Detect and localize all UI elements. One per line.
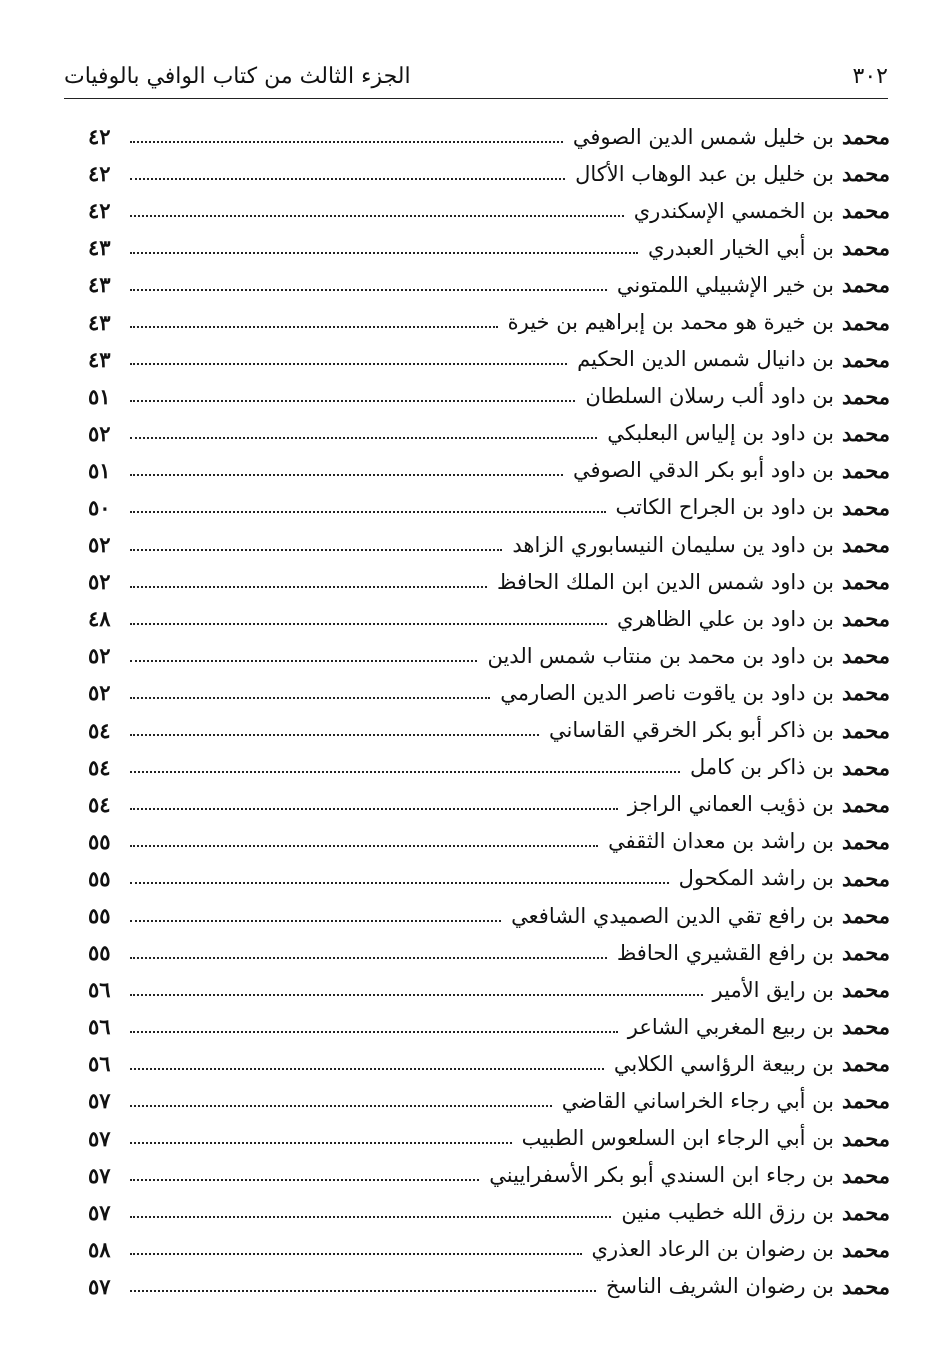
dot-leader — [130, 660, 477, 662]
entry-name: بن داود ألب رسلان السلطان — [585, 384, 835, 409]
index-entry — [88, 786, 890, 823]
entry-name: بن أبي الرجاء ابن السلعوس الطبيب — [521, 1126, 835, 1151]
entry-page-number: ٤٢ — [88, 198, 111, 224]
entry-name: بن داود شمس الدين ابن الملك الحافظ — [497, 569, 835, 594]
index-entry — [88, 749, 890, 786]
index-entry — [88, 489, 890, 526]
entry-prefix: محمد — [842, 494, 890, 520]
entry-prefix: محمد — [842, 791, 890, 817]
entry-page-number: ٥٢ — [88, 532, 111, 558]
index-entry — [88, 1082, 890, 1119]
index-entry — [88, 303, 890, 340]
entry-prefix: محمد — [842, 309, 890, 335]
entry-name: بن رايق الأمير — [712, 977, 835, 1002]
index-entry — [88, 1045, 890, 1082]
entry-name: بن داود بن الجراح الكاتب — [615, 495, 835, 520]
index-entry — [88, 1120, 890, 1157]
entry-prefix: محمد — [842, 346, 890, 372]
index-entry — [88, 1008, 890, 1045]
dot-leader — [130, 474, 563, 476]
index-entry — [88, 415, 890, 452]
entry-name: بن داود أبو بكر الدقي الصوفي — [572, 458, 835, 483]
index-entry — [88, 266, 890, 303]
index-entry — [88, 452, 890, 489]
entry-prefix: محمد — [842, 383, 890, 409]
dot-leader — [130, 586, 487, 588]
entry-name: بن داود بن علي الظاهري — [617, 606, 835, 631]
entry-prefix: محمد — [842, 457, 890, 483]
entry-name: بن الخمسي الإسكندري — [633, 198, 835, 223]
entry-name: بن داود بن ياقوت ناصر الدين الصارمي — [500, 680, 835, 705]
index-entry — [88, 118, 890, 155]
entry-page-number: ٥١ — [88, 383, 111, 409]
index-entry — [88, 897, 890, 934]
dot-leader — [130, 1179, 479, 1181]
dot-leader — [130, 178, 565, 180]
entry-name: بن راشد بن معدان الثقفي — [608, 829, 835, 854]
entry-prefix: محمد — [842, 198, 890, 224]
entry-page-number: ٥٦ — [88, 977, 111, 1003]
entry-page-number: ٥٨ — [88, 1236, 111, 1262]
entry-prefix: محمد — [842, 865, 890, 891]
entry-name: بن دانيال شمس الدين الحكيم — [577, 347, 835, 372]
index-entry-list — [88, 118, 890, 1305]
dot-leader — [130, 252, 638, 254]
header-rule — [64, 98, 888, 99]
dot-leader — [130, 215, 624, 217]
entry-prefix: محمد — [842, 1125, 890, 1151]
entry-name: بن داود بن إلياس البعلبكي — [607, 421, 835, 446]
entry-page-number: ٥٢ — [88, 643, 111, 669]
dot-leader — [130, 289, 607, 291]
dot-leader — [130, 141, 563, 143]
running-header — [64, 56, 888, 96]
entry-name: بن ربيع المغربي الشاعر — [627, 1014, 835, 1039]
dot-leader — [130, 1253, 582, 1255]
entry-prefix: محمد — [842, 124, 890, 150]
index-entry — [88, 637, 890, 674]
dot-leader — [130, 920, 501, 922]
dot-leader — [130, 1105, 552, 1107]
entry-prefix: محمد — [842, 1273, 890, 1299]
index-entry — [88, 155, 890, 192]
entry-page-number: ٥٦ — [88, 1051, 111, 1077]
entry-page-number: ٤٣ — [88, 309, 111, 335]
entry-prefix: محمد — [842, 680, 890, 706]
entry-page-number: ٤٣ — [88, 272, 111, 298]
page-number: ٣٠٢ — [852, 63, 888, 89]
dot-leader — [130, 511, 606, 513]
entry-page-number: ٥٧ — [88, 1162, 111, 1188]
dot-leader — [130, 957, 607, 959]
entry-name: بن خليل بن عبد الوهاب الأكال — [575, 161, 835, 186]
dot-leader — [130, 1142, 512, 1144]
entry-prefix: محمد — [842, 977, 890, 1003]
dot-leader — [130, 1031, 618, 1033]
entry-page-number: ٥٥ — [88, 865, 111, 891]
entry-page-number: ٥٧ — [88, 1125, 111, 1151]
entry-page-number: ٥٥ — [88, 940, 111, 966]
entry-page-number: ٥٢ — [88, 680, 111, 706]
dot-leader — [130, 437, 597, 439]
dot-leader — [130, 808, 618, 810]
index-entry — [88, 823, 890, 860]
dot-leader — [130, 882, 669, 884]
entry-name: بن راشد المكحول — [678, 866, 835, 891]
entry-name: بن رجاء ابن السندي أبو بكر الأسفراييني — [489, 1163, 835, 1188]
dot-leader — [130, 549, 502, 551]
index-entry — [88, 341, 890, 378]
index-entry — [88, 712, 890, 749]
index-entry — [88, 526, 890, 563]
entry-prefix: محمد — [842, 940, 890, 966]
index-entry — [88, 860, 890, 897]
index-entry — [88, 229, 890, 266]
dot-leader — [130, 363, 567, 365]
running-title: الجزء الثالث من كتاب الوافي بالوفيات — [64, 63, 411, 89]
entry-prefix: محمد — [842, 420, 890, 446]
entry-prefix: محمد — [842, 532, 890, 558]
entry-name: بن رزق الله خطيب منين — [621, 1200, 835, 1225]
entry-prefix: محمد — [842, 569, 890, 595]
entry-name: بن أبي الخيار العبدري — [648, 235, 835, 260]
entry-page-number: ٥٤ — [88, 791, 111, 817]
entry-name: بن ذاكر أبو بكر الخرقي القاساني — [548, 718, 835, 743]
entry-page-number: ٥٧ — [88, 1273, 111, 1299]
dot-leader — [130, 326, 498, 328]
entry-name: بن رافع تقي الدين الصميدي الشافعي — [511, 903, 835, 928]
entry-name: بن داود ين سليمان النيسابوري الزاهد — [512, 532, 835, 557]
index-entry — [88, 1194, 890, 1231]
entry-prefix: محمد — [842, 1199, 890, 1225]
dot-leader — [130, 1216, 611, 1218]
entry-name: بن رضوان بن الرعاد العذري — [591, 1237, 835, 1262]
dot-leader — [130, 697, 490, 699]
entry-prefix: محمد — [842, 235, 890, 261]
entry-page-number: ٥٤ — [88, 717, 111, 743]
entry-page-number: ٥٤ — [88, 754, 111, 780]
index-entry — [88, 1268, 890, 1305]
entry-prefix: محمد — [842, 1236, 890, 1262]
entry-name: بن داود بن محمد بن منتاب شمس الدين — [487, 643, 835, 668]
index-entry — [88, 192, 890, 229]
entry-name: بن رضوان الشريف الناسخ — [605, 1274, 835, 1299]
dot-leader — [130, 1290, 596, 1292]
entry-page-number: ٤٣ — [88, 346, 111, 372]
entry-prefix: محمد — [842, 161, 890, 187]
index-entry — [88, 674, 890, 711]
dot-leader — [130, 734, 539, 736]
dot-leader — [130, 623, 607, 625]
entry-name: بن ذاكر بن كامل — [690, 755, 835, 780]
dot-leader — [130, 1068, 604, 1070]
entry-prefix: محمد — [842, 606, 890, 632]
entry-name: بن رافع القشيري الحافظ — [616, 940, 835, 965]
entry-prefix: محمد — [842, 1162, 890, 1188]
entry-page-number: ٥٥ — [88, 903, 111, 929]
entry-page-number: ٥٧ — [88, 1088, 111, 1114]
dot-leader — [130, 994, 703, 996]
entry-prefix: محمد — [842, 1051, 890, 1077]
entry-page-number: ٥١ — [88, 457, 111, 483]
entry-prefix: محمد — [842, 828, 890, 854]
dot-leader — [130, 771, 680, 773]
entry-prefix: محمد — [842, 272, 890, 298]
entry-page-number: ٤٨ — [88, 606, 111, 632]
entry-name: بن خليل شمس الدين الصوفي — [572, 124, 835, 149]
entry-name: بن خير الإشبيلي اللمتوني — [616, 272, 835, 297]
entry-page-number: ٥٦ — [88, 1014, 111, 1040]
entry-name: بن أبي رجاء الخراساني القاضي — [561, 1088, 835, 1113]
entry-page-number: ٥٧ — [88, 1199, 111, 1225]
entry-page-number: ٥٥ — [88, 828, 111, 854]
entry-page-number: ٤٢ — [88, 124, 111, 150]
index-entry — [88, 600, 890, 637]
entry-page-number: ٤٢ — [88, 161, 111, 187]
entry-prefix: محمد — [842, 903, 890, 929]
entry-prefix: محمد — [842, 754, 890, 780]
entry-name: بن خيرة هو محمد بن إبراهيم بن خيرة — [507, 310, 835, 335]
dot-leader — [130, 400, 575, 402]
index-entry — [88, 1157, 890, 1194]
dot-leader — [130, 845, 598, 847]
index-entry — [88, 971, 890, 1008]
index-entry — [88, 1231, 890, 1268]
entry-name: بن ذؤيب العماني الراجز — [627, 792, 835, 817]
entry-page-number: ٥٠ — [88, 494, 111, 520]
entry-prefix: محمد — [842, 1088, 890, 1114]
entry-prefix: محمد — [842, 1014, 890, 1040]
index-entry — [88, 563, 890, 600]
entry-page-number: ٥٢ — [88, 569, 111, 595]
index-entry — [88, 934, 890, 971]
entry-page-number: ٥٢ — [88, 420, 111, 446]
entry-name: بن ربيعة الرؤاسي الكلابي — [613, 1051, 835, 1076]
entry-prefix: محمد — [842, 643, 890, 669]
entry-prefix: محمد — [842, 717, 890, 743]
entry-page-number: ٤٣ — [88, 235, 111, 261]
index-entry — [88, 378, 890, 415]
